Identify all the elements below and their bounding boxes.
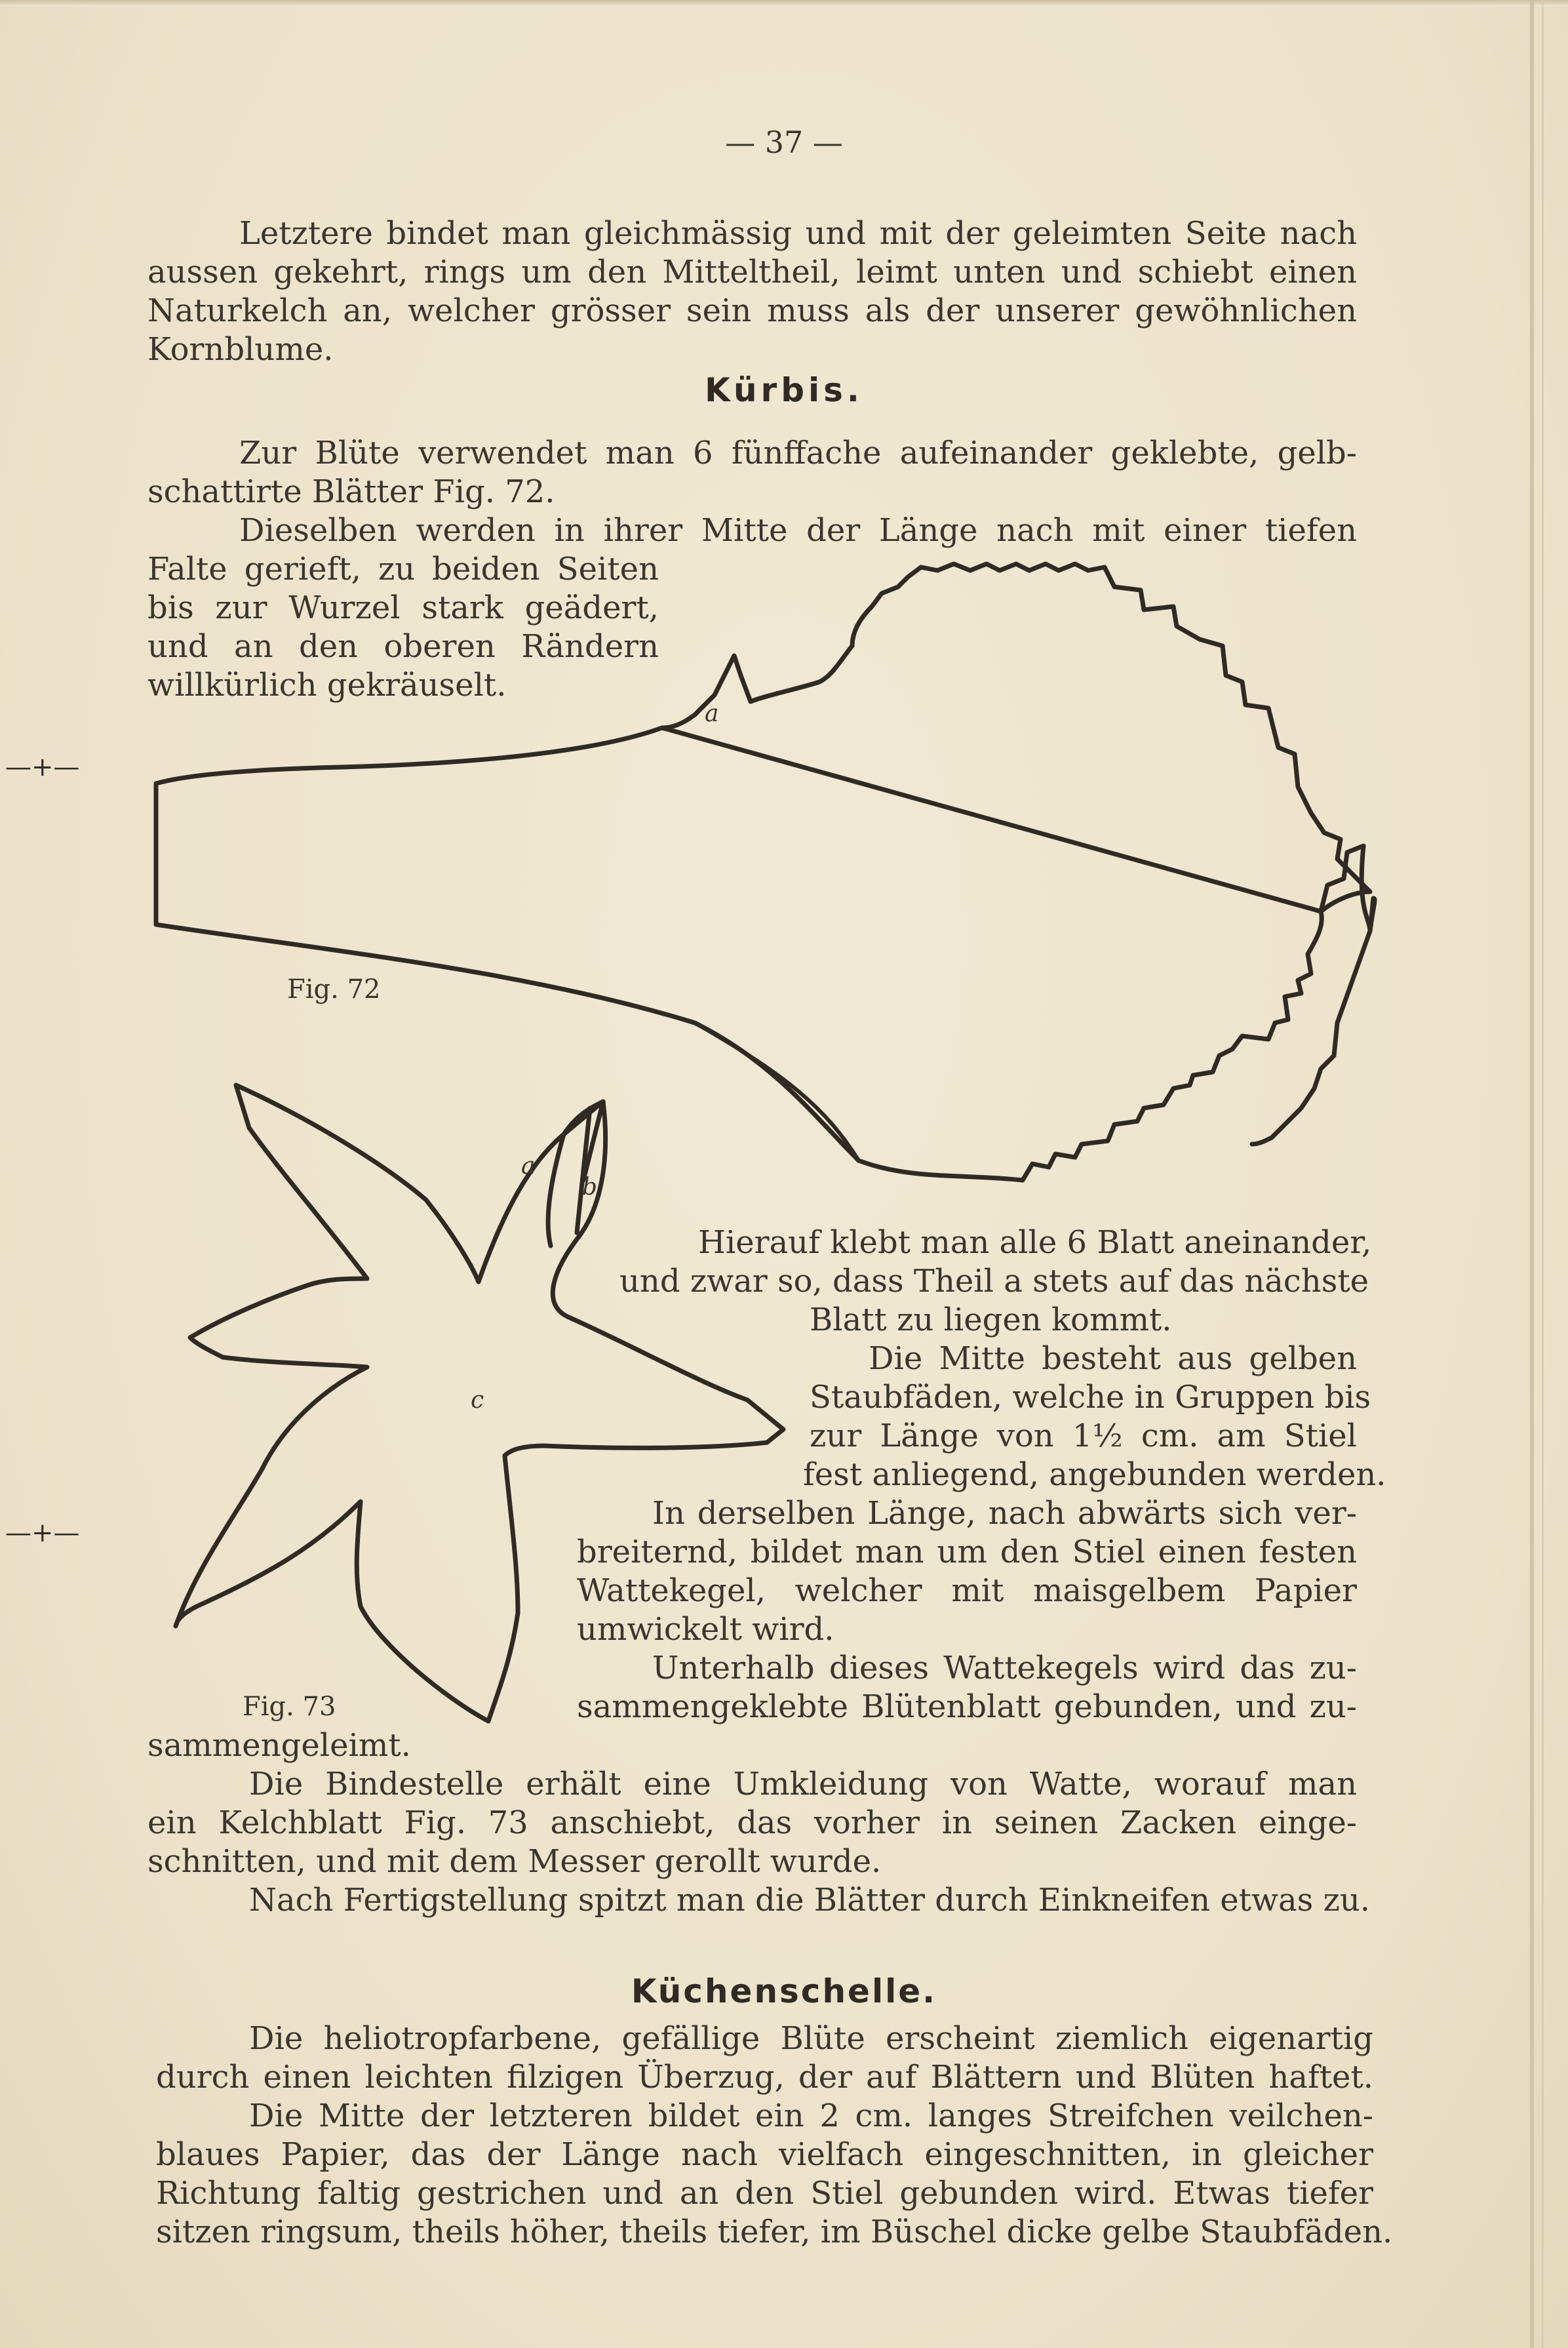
intro-line-4: Kornblume. — [147, 331, 334, 368]
kuerbis-para3-line-3: Blatt zu liegen kommt. — [810, 1302, 1172, 1338]
intro-line-2: aussen gekehrt, rings um den Mitteltheil, leimt unten und schiebt einen — [147, 254, 1357, 290]
intro-line-1: Letztere bindet man gleichmässig und mit der geleimten Seite nach — [239, 215, 1357, 252]
page-number: — 37 — — [725, 125, 843, 160]
fig72-petal-outline — [156, 564, 1375, 1180]
fig72-label: Fig. 72 — [287, 974, 381, 1005]
kuerbis-para8: Nach Fertigstellung spitzt man die Blätter durch Einkneifen etwas zu. — [249, 1882, 1371, 1919]
kuechenschelle-line-3: Die Mitte der letzteren bildet ein 2 cm. langes Streifchen veilchen- — [249, 2098, 1373, 2134]
kuerbis-para5-line-1: In derselben Länge, nach abwärts sich ver- — [652, 1495, 1357, 1532]
heading-kuerbis: Kürbis. — [705, 371, 863, 409]
kuerbis-para4-line-3: zur Länge von 1½ cm. am Stiel — [810, 1418, 1357, 1454]
kuerbis-para4-line-1: Die Mitte besteht aus gelben — [869, 1340, 1357, 1377]
kuerbis-para2-wrap-2: bis zur Wurzel stark geädert, — [147, 589, 659, 626]
kuerbis-para2-line-1: Dieselben werden in ihrer Mitte der Länge nach mit einer tiefen — [239, 512, 1357, 549]
kuerbis-para6-line-1: Unterhalb dieses Wattekegels wird das zu- — [652, 1650, 1357, 1686]
kuerbis-para6-line-2: sammengeklebte Blütenblatt gebunden, und zu- — [577, 1688, 1357, 1725]
fig73-fold-c — [548, 1134, 564, 1246]
kuerbis-para3-line-2: und zwar so, dass Theil a stets auf das nächste — [619, 1263, 1369, 1300]
fig72-letter-a: a — [705, 700, 719, 727]
binding-mark-lower: —+— — [5, 1518, 80, 1548]
fig73-letter-c: c — [471, 1387, 484, 1414]
kuechenschelle-line-6: sitzen ringsum, theils höher, theils tiefer, im Büschel dicke gelbe Staubfäden. — [156, 2214, 1393, 2250]
kuerbis-para5-line-2: breiternd, bildet man um den Stiel einen festen — [577, 1534, 1357, 1570]
intro-line-3: Naturkelch an, welcher grösser sein muss als der unserer gewöhnlichen — [147, 292, 1357, 329]
kuerbis-para3-line-1: Hierauf klebt man alle 6 Blatt aneinander, — [698, 1224, 1372, 1261]
kuerbis-para7-line-2: ein Kelchblatt Fig. 73 anschiebt, das vorher in seinen Zacken einge- — [147, 1804, 1357, 1841]
kuerbis-para7-line-1: Die Bindestelle erhält eine Umkleidung von Watte, worauf man — [249, 1766, 1357, 1802]
fig72-lower-edge — [695, 1023, 859, 1161]
fig73-letter-a: a — [521, 1153, 536, 1180]
kuerbis-para2-wrap-4: willkürlich gekräuselt. — [147, 667, 507, 704]
kuerbis-para5-line-4: umwickelt wird. — [577, 1611, 834, 1648]
fig73-label: Fig. 73 — [243, 1692, 336, 1722]
kuerbis-para5-line-3: Wattekegel, welcher mit maisgelbem Papier — [577, 1572, 1357, 1609]
kuerbis-para1-line-2: schattirte Blätter Fig. 72. — [147, 473, 555, 510]
heading-kuechenschelle: Küchenschelle. — [631, 1972, 937, 2010]
kuechenschelle-line-5: Richtung faltig gestrichen und an den Stiel gebunden wird. Etwas tiefer — [156, 2175, 1373, 2212]
kuerbis-para7-line-3: schnitten, und mit dem Messer gerollt wurde. — [147, 1843, 882, 1880]
kuerbis-para4-line-2: Staubfäden, welche in Gruppen bis — [810, 1379, 1371, 1416]
kuerbis-para2-wrap-1: Falte gerieft, zu beiden Seiten — [147, 551, 659, 587]
kuerbis-para1-line-1: Zur Blüte verwendet man 6 fünffache aufeinander geklebte, gelb- — [239, 435, 1357, 471]
kuechenschelle-line-2: durch einen leichten filzigen Überzug, der auf Blättern und Blüten haftet. — [156, 2059, 1373, 2096]
kuerbis-para4-line-4: fest anliegend, angebunden werden. — [803, 1456, 1386, 1493]
kuerbis-para6-end: sammengeleimt. — [147, 1727, 411, 1764]
kuechenschelle-line-4: blaues Papier, das der Länge nach vielfach eingeschnitten, in gleicher — [156, 2136, 1373, 2173]
binding-mark-upper: —+— — [5, 752, 80, 782]
fig73-letter-b: b — [582, 1174, 598, 1201]
kuerbis-para2-wrap-3: und an den oberen Rändern — [147, 628, 659, 665]
kuechenschelle-line-1: Die heliotropfarbene, gefällige Blüte erscheint ziemlich eigenartig — [249, 2020, 1373, 2057]
